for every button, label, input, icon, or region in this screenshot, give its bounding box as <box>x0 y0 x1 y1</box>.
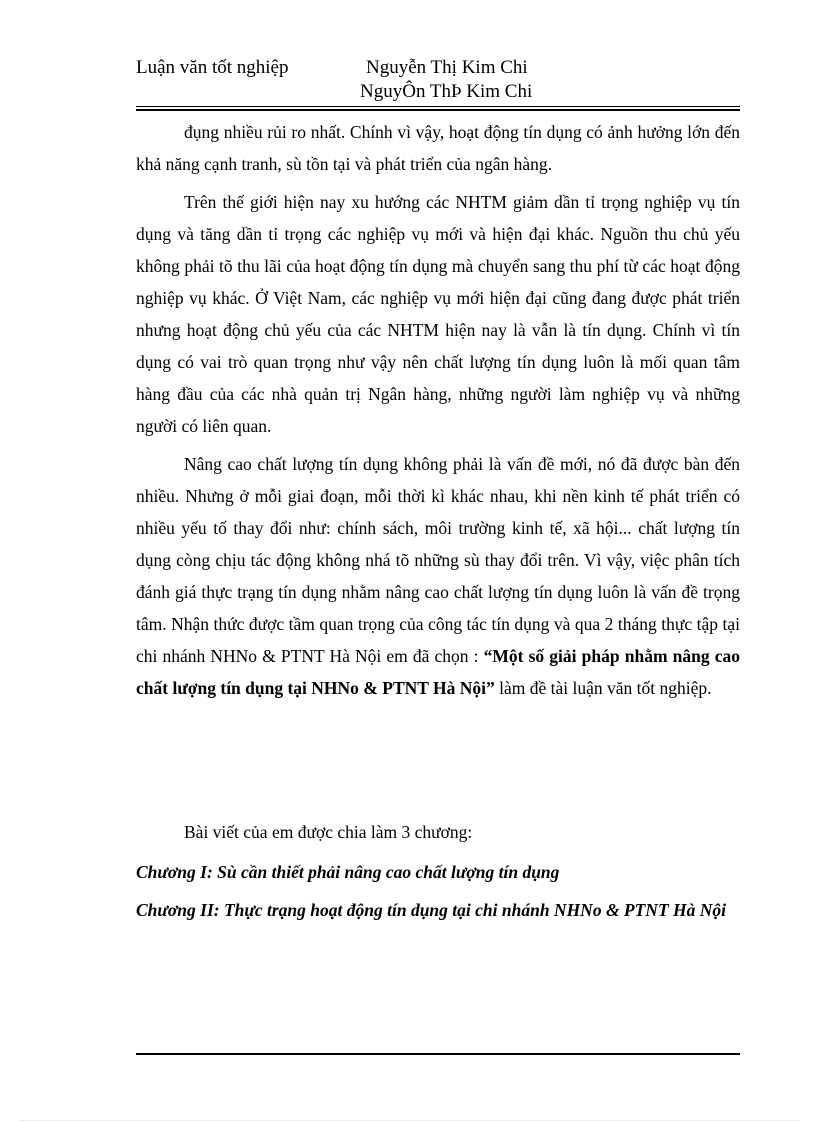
header-rule-thick <box>136 109 740 111</box>
page-edge <box>20 1120 800 1121</box>
paragraph-tail: làm đề tài luận văn tốt nghiệp. <box>494 678 712 698</box>
chapter-heading: Chương II: Thực trạng hoạt động tín dụng tại chi nhánh NHNo & PTNT Hà Nội <box>136 900 727 920</box>
thesis-title: “Một số giải pháp nhằm nâng cao chất lượng tín dụng tại NHNo & PTNT Hà Nội” <box>136 646 740 698</box>
author-name: Nguyễn Thị Kim Chi <box>366 57 528 78</box>
paragraph-text: Nâng cao chất lượng tín dụng không phải là vấn đề mới, nó đã được bàn đến nhiều. Nhưng ở mỗi giai đoạn, mỗi thời kì khác nhau, khi nền kinh tế phát triển có nhiều yếu tố thay đổi như: chính sách, môi trường kinh tế, xã hội... chất lượng tín dụng còng chịu tác động không nhá tõ những sù thay đổi trên. Vì vậy, việc phân tích đánh giá thực trạng tín dụng nhằm nâng cao chất lượng tín dụng luôn là vấn đề trọng tâm. Nhận thức được tầm quan trọng của công tác tín dụng và qua 2 tháng thực tập tại chi nhánh NHNo & PTNT Hà Nội em đã chọn : <box>136 454 740 666</box>
document-title: Luận văn tốt nghiệp <box>136 57 289 78</box>
body-text <box>136 116 740 704</box>
chapter-heading: Chương I: Sù cần thiết phải nâng cao chất lượng tín dụng <box>136 862 560 882</box>
paragraph: đụng nhiều rủi ro nhất. Chính vì vậy, hoạt động tín dụng có ảnh hưởng lớn đến khả năng cạnh tranh, sù tồn tại và phát triển của ngân hàng. <box>136 122 740 174</box>
page-header <box>136 57 740 107</box>
author-name-legacy-encoding: NguyÔn ThÞ Kim Chi <box>360 81 533 102</box>
footer-rule <box>136 1053 740 1055</box>
chapter-list <box>136 816 740 932</box>
header-rule-thin <box>136 106 740 107</box>
paragraph: Trên thế giới hiện nay xu hướng các NHTM giảm dần tỉ trọng nghiệp vụ tín dụng và tăng dần tỉ trọng các nghiệp vụ mới và hiện đại khác. Nguồn thu chủ yếu không phải tõ thu lãi của hoạt động tín dụng mà chuyển sang thu phí từ các hoạt động nghiệp vụ khác. Ở Việt Nam, các nghiệp vụ mới hiện đại cũng đang được phát triển nhưng hoạt động chủ yếu của các NHTM hiện nay là vẫn là tín dụng. Chính vì tín dụng có vai trò quan trọng như vậy nên chất lượng tín dụng luôn là mối quan tâm hàng đầu của các nhà quản trị Ngân hàng, những người làm nghiệp vụ và những người có liên quan. <box>136 192 740 436</box>
paragraph <box>136 448 740 704</box>
chapters-intro: Bài viết của em được chia làm 3 chương: <box>184 822 473 842</box>
